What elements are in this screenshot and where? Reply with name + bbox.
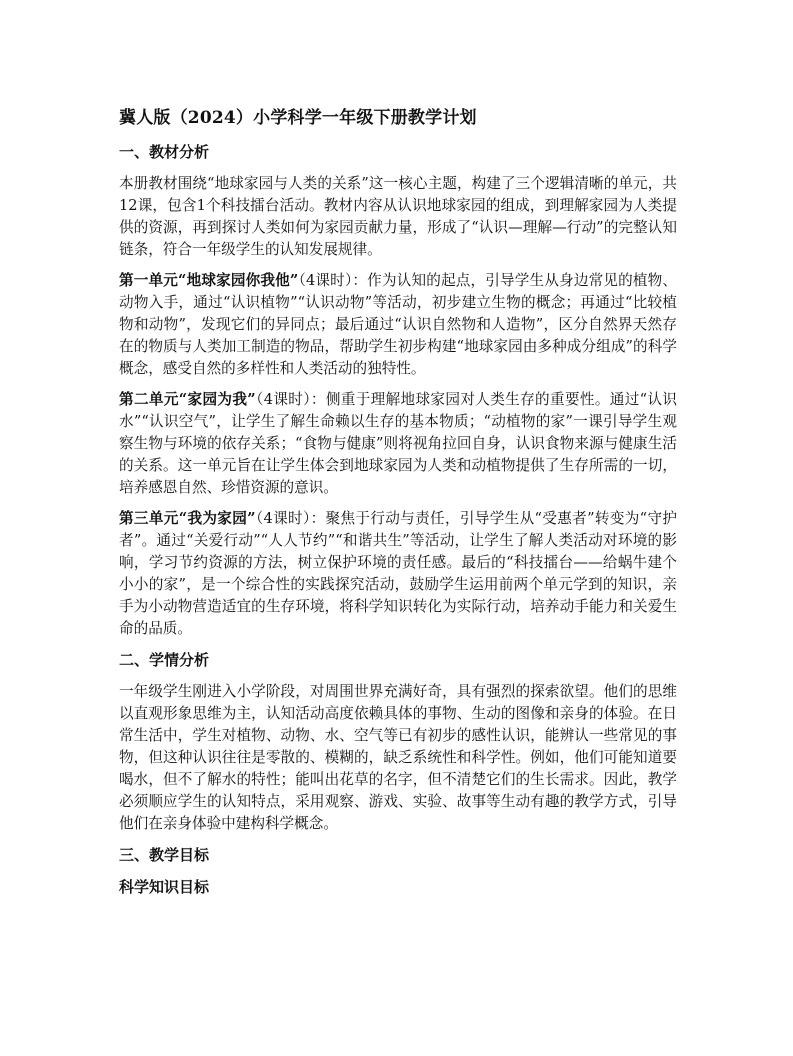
unit-3-hours: （4课时） [255,510,311,527]
unit-3-text: ：聚焦于行动与责任，引导学生从“受惠者”转变为“守护者”。通过“关爱行动”“人人节约”“和谐共生”等活动，让学生了解人类活动对环境的影响，学习节约资源的方法，树立保护环境的责任感。最后的“科技擂台——给蜗牛建个小小的家”，是一个综合性的实践探究活动，鼓励学生运用前两个单元学到的知识，亲手为小动物营造适宜的生存环境，将科学知识转化为实际行动，培养动手能力和关爱生命的品质。 [119,510,677,637]
section-heading-textbook-analysis: 一、教材分析 [119,143,210,161]
unit-3-paragraph [119,508,677,640]
unit-2-text: ：侧重于理解地球家园对人类生存的重要性。通过“认识水”“认识空气”，让学生了解生命赖以生存的基本物质；“动植物的家”一课引导学生观察生物与环境的依存关系；“食物与健康”则将视角拉回自身，认识食物来源与健康生活的关系。这一单元旨在让学生体会到地球家园为人类和动植物提供了生存所需的一切，培养感恩自然、珍惜资源的意识。 [119,391,678,496]
unit-2-hours: （4课时） [255,391,311,408]
unit-1-title: 第一单元“地球家园你我他” [119,272,299,289]
section-heading-student-analysis: 二、学情分析 [119,651,210,669]
unit-3-title: 第三单元“我为家园” [119,510,256,527]
unit-1-text: ：作为认知的起点，引导学生从身边常见的植物、动物入手，通过“认识植物”“认识动物”等活动，初步建立生物的概念；再通过“比较植物和动物”，发现它们的异同点；最后通过“认识自然物和人造物”，区分自然界天然存在的物质与人类加工制造的物品，帮助学生初步构建“地球家园由多种成分组成”的科学概念，感受自然的多样性和人类活动的独特性。 [119,272,678,377]
textbook-intro-paragraph: 本册教材围绕“地球家园与人类的关系”这一核心主题，构建了三个逻辑清晰的单元，共12课，包含1个科技擂台活动。教材内容从认识地球家园的组成，到理解家园为人类提供的资源，再到探讨人类如何为家园贡献力量，形成了“认识—理解—行动”的完整认知链条，符合一年级学生的认知发展规律。 [119,175,677,258]
document-page [119,106,677,906]
student-analysis-paragraph: 一年级学生刚进入小学阶段，对周围世界充满好奇，具有强烈的探索欲望。他们的思维以直观形象思维为主，认知活动高度依赖具体的事物、生动的图像和亲身的体验。在日常生活中，学生对植物、动物、水、空气等已有初步的感性认识，能辨认一些常见的事物，但这种认识往往是零散的、模糊的，缺乏系统性和科学性。例如，他们可能知道要喝水，但不了解水的特性；能叫出花草的名字，但不清楚它们的生长需求。因此，教学必须顺应学生的认知特点，采用观察、游戏、实验、故事等生动有趣的教学方式，引导他们在亲身体验中建构科学概念。 [119,683,677,832]
document-title: 冀人版（2024）小学科学一年级下册教学计划 [119,108,477,128]
unit-1-paragraph [119,270,677,380]
subheading-science-knowledge-goals: 科学知识目标 [119,878,210,896]
unit-2-paragraph [119,389,677,499]
unit-1-hours: （4课时） [298,272,353,289]
section-heading-teaching-goals: 三、教学目标 [119,846,210,864]
unit-2-title: 第二单元“家园为我” [119,391,256,408]
